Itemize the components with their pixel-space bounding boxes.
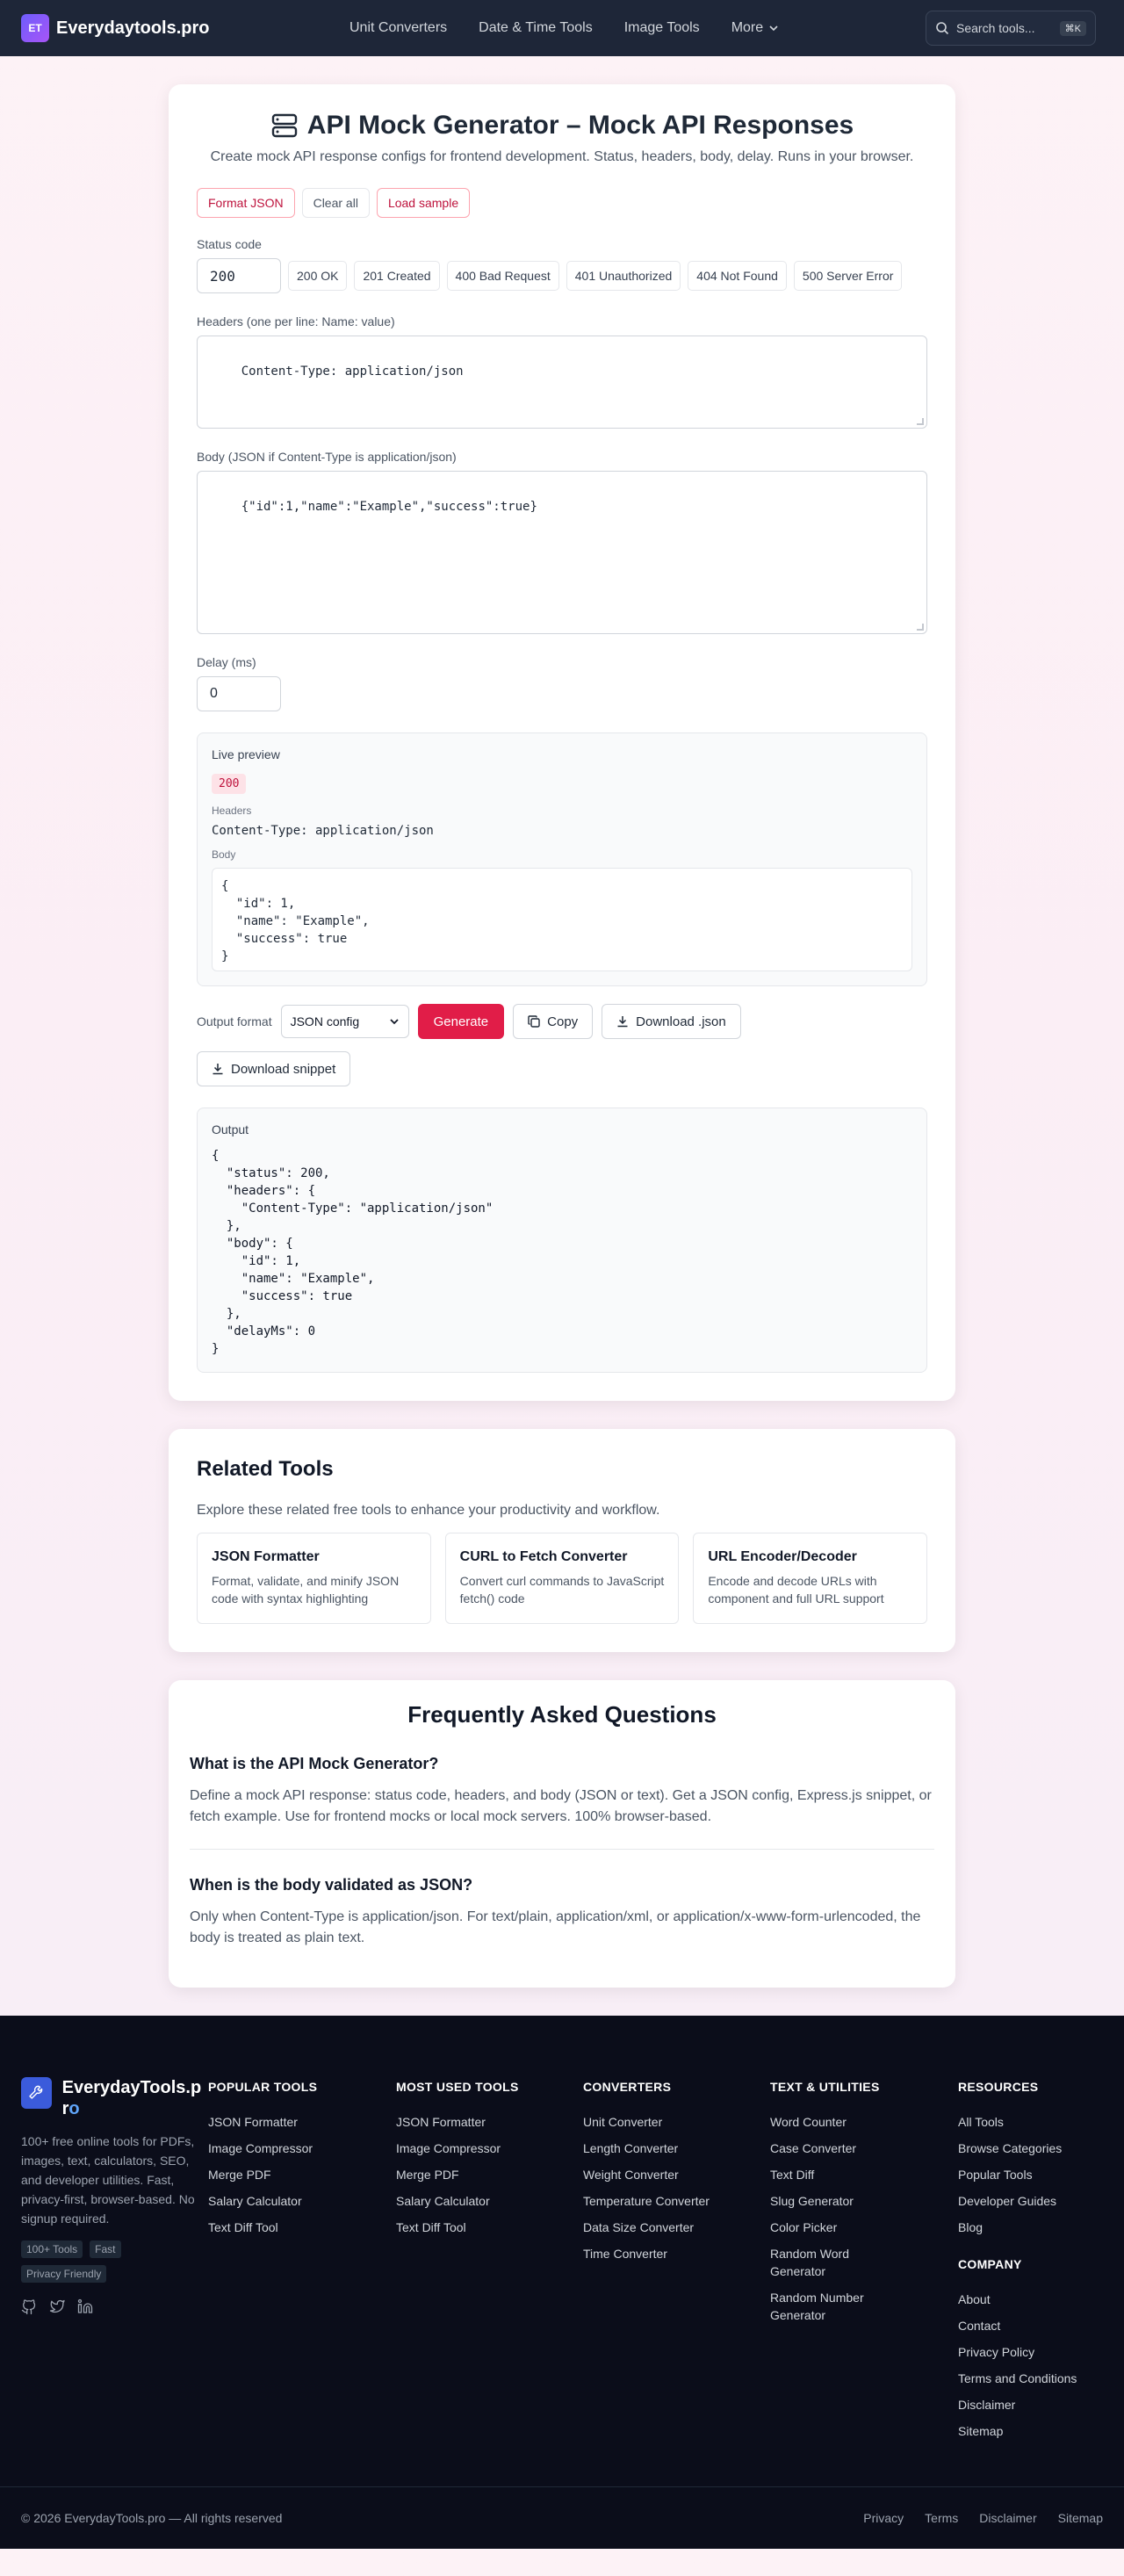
related-tool-json-formatter[interactable] bbox=[197, 1533, 431, 1624]
footer-link[interactable]: Image Compressor bbox=[208, 2141, 313, 2155]
footer-link[interactable]: Text Diff Tool bbox=[208, 2220, 278, 2234]
logo-badge: ET bbox=[21, 14, 49, 42]
footer-link[interactable]: JSON Formatter bbox=[208, 2115, 298, 2129]
faq-divider bbox=[190, 1849, 934, 1850]
chevron-down-icon bbox=[389, 1016, 400, 1027]
output-format-label: Output format bbox=[197, 1014, 272, 1028]
footer-link[interactable]: Unit Converter bbox=[583, 2115, 663, 2129]
footer-link[interactable]: Color Picker bbox=[770, 2220, 838, 2234]
body-textarea-value: {"id":1,"name":"Example","success":true} bbox=[241, 500, 537, 514]
footer-col-title: TEXT & UTILITIES bbox=[770, 2080, 880, 2094]
footer-col-title: COMPANY bbox=[958, 2257, 1022, 2271]
footer-link[interactable]: Salary Calculator bbox=[208, 2194, 302, 2208]
footer-col-converters bbox=[583, 2080, 759, 2271]
download-json-label: Download .json bbox=[636, 1014, 726, 1029]
footer-tag: Fast bbox=[90, 2240, 120, 2258]
copy-icon bbox=[528, 1015, 540, 1028]
related-tool-desc: Format, validate, and minify JSON code with syntax highlighting bbox=[212, 1574, 400, 1605]
live-preview-title: Live preview bbox=[212, 747, 280, 761]
faq-question: What is the API Mock Generator? bbox=[190, 1755, 439, 1772]
footer-link[interactable]: Time Converter bbox=[583, 2247, 667, 2261]
status-chip-201[interactable]: 201 Created bbox=[354, 261, 439, 291]
site-logo[interactable] bbox=[21, 14, 210, 42]
footer-brand bbox=[21, 2077, 205, 2314]
toolbar bbox=[197, 188, 927, 218]
footer-link[interactable]: Case Converter bbox=[770, 2141, 857, 2155]
related-tools-subtitle: Explore these related free tools to enhance your productivity and workflow. bbox=[197, 1503, 660, 1518]
github-icon[interactable] bbox=[21, 2298, 37, 2314]
wrench-icon bbox=[21, 2077, 52, 2109]
footer-link[interactable]: Sitemap bbox=[958, 2424, 1004, 2438]
main-nav bbox=[349, 0, 811, 56]
related-tool-desc: Encode and decode URLs with component and full URL support bbox=[708, 1574, 884, 1605]
footer-link[interactable]: Word Counter bbox=[770, 2115, 847, 2129]
footer-col-title: MOST USED TOOLS bbox=[396, 2080, 519, 2094]
preview-body: { "id": 1, "name": "Example", "success": true } bbox=[212, 868, 912, 971]
footer-link[interactable]: Image Compressor bbox=[396, 2141, 501, 2155]
related-tool-title: CURL to Fetch Converter bbox=[459, 1549, 628, 1564]
download-icon bbox=[212, 1063, 224, 1075]
tool-heading bbox=[197, 111, 927, 141]
footer-link[interactable]: Contact bbox=[958, 2319, 1001, 2333]
status-chip-400[interactable]: 400 Bad Request bbox=[447, 261, 559, 291]
footer-tag: 100+ Tools bbox=[21, 2240, 83, 2258]
page-subtitle: Create mock API response configs for frontend development. Status, headers, body, delay. Runs in your browser. bbox=[210, 149, 914, 164]
faq-answer: Define a mock API response: status code, headers, and body (JSON or text). Get a JSON config, Express.js snippet, or fetch example. Use for frontend mocks or local mock servers. 100% browser-based. bbox=[190, 1788, 932, 1824]
footer-social bbox=[21, 2298, 205, 2314]
footer-link[interactable]: Developer Guides bbox=[958, 2194, 1057, 2208]
footer-legal-disclaimer[interactable]: Disclaimer bbox=[979, 2511, 1037, 2525]
headers-label: Headers (one per line: Name: value) bbox=[197, 314, 395, 328]
download-snippet-label: Download snippet bbox=[231, 1061, 336, 1077]
footer-legal-sitemap[interactable]: Sitemap bbox=[1057, 2511, 1103, 2525]
live-preview-panel bbox=[197, 732, 927, 986]
footer-link[interactable]: Disclaimer bbox=[958, 2398, 1016, 2412]
footer-link[interactable]: Random Number Generator bbox=[770, 2291, 864, 2322]
chevron-down-icon bbox=[768, 23, 779, 33]
top-navbar bbox=[0, 0, 1124, 56]
nav-image-tools[interactable]: Image Tools bbox=[623, 20, 700, 35]
faq-question: When is the body validated as JSON? bbox=[190, 1876, 473, 1894]
footer-link[interactable]: Terms and Conditions bbox=[958, 2371, 1077, 2385]
output-panel bbox=[197, 1108, 927, 1373]
status-chip-200[interactable]: 200 OK bbox=[288, 261, 347, 291]
output-code: { "status": 200, "headers": { "Content-Type": "application/json" }, "body": { "id": 1, "name": "Example", "success": true }, "delayMs": 0 } bbox=[212, 1149, 494, 1356]
footer-link[interactable]: Merge PDF bbox=[208, 2168, 271, 2182]
footer-tag: Privacy Friendly bbox=[21, 2265, 106, 2283]
copy-label: Copy bbox=[547, 1014, 579, 1029]
action-row-2 bbox=[197, 1051, 927, 1086]
body-textarea[interactable] bbox=[197, 471, 927, 634]
related-tools-title: Related Tools bbox=[197, 1457, 334, 1481]
nav-more[interactable] bbox=[731, 20, 779, 36]
headers-textarea[interactable] bbox=[197, 336, 927, 429]
status-code-input[interactable]: 200 bbox=[197, 258, 281, 293]
page-title: API Mock Generator – Mock API Responses bbox=[306, 111, 854, 140]
copy-button[interactable] bbox=[513, 1004, 593, 1039]
related-tool-desc: Convert curl commands to JavaScript fetch() code bbox=[459, 1574, 665, 1605]
preview-headers-label: Headers bbox=[212, 805, 252, 817]
footer-tags bbox=[21, 2240, 205, 2283]
status-chip-404[interactable]: 404 Not Found bbox=[688, 261, 787, 291]
search-button[interactable] bbox=[926, 11, 1096, 46]
tool-card bbox=[169, 84, 955, 1401]
status-row bbox=[197, 258, 927, 293]
clear-all-button[interactable]: Clear all bbox=[302, 188, 370, 218]
output-format-value: JSON config bbox=[290, 1014, 360, 1028]
related-tool-title: URL Encoder/Decoder bbox=[708, 1549, 857, 1564]
related-tool-url-encoder[interactable] bbox=[693, 1533, 927, 1624]
format-json-button[interactable]: Format JSON bbox=[197, 188, 295, 218]
twitter-icon[interactable] bbox=[49, 2298, 65, 2314]
footer-brand-main: EverydayTools.pr bbox=[61, 2078, 202, 2118]
download-icon bbox=[616, 1015, 629, 1028]
footer-link[interactable]: Data Size Converter bbox=[583, 2220, 695, 2234]
footer-brand-tail: o bbox=[68, 2099, 80, 2118]
preview-headers: Content-Type: application/json bbox=[212, 824, 434, 838]
footer-col-resources bbox=[958, 2080, 1107, 2449]
search-icon bbox=[935, 21, 949, 35]
nav-date-time-tools[interactable]: Date & Time Tools bbox=[479, 20, 593, 35]
generate-button[interactable]: Generate bbox=[418, 1004, 505, 1039]
footer-brand-name[interactable] bbox=[62, 2077, 205, 2119]
search-shortcut: ⌘K bbox=[1060, 21, 1086, 36]
nav-more-label: More bbox=[731, 20, 764, 35]
footer-link[interactable]: Random Word Generator bbox=[770, 2247, 850, 2278]
related-tool-title: JSON Formatter bbox=[212, 1549, 320, 1564]
footer-link[interactable]: JSON Formatter bbox=[396, 2115, 486, 2129]
footer-link[interactable]: Merge PDF bbox=[396, 2168, 459, 2182]
preview-body-label: Body bbox=[212, 848, 236, 861]
footer-link[interactable]: Browse Categories bbox=[958, 2141, 1063, 2155]
headers-textarea-value: Content-Type: application/json bbox=[241, 364, 464, 379]
footer-link[interactable]: Privacy Policy bbox=[958, 2345, 1035, 2359]
related-tool-curl-to-fetch[interactable] bbox=[445, 1533, 680, 1624]
footer-col-text-utilities bbox=[770, 2080, 893, 2333]
search-label: Search tools... bbox=[956, 21, 1035, 35]
footer-bottom-bar bbox=[0, 2486, 1124, 2549]
footer-link[interactable]: Length Converter bbox=[583, 2141, 679, 2155]
footer-description: 100+ free online tools for PDFs, images, text, calculators, SEO, and developer utilities. Fast, privacy-first, browser-based. No signup required. bbox=[21, 2134, 195, 2226]
output-title: Output bbox=[212, 1122, 249, 1136]
resize-handle[interactable] bbox=[917, 624, 924, 631]
site-footer bbox=[0, 2016, 1124, 2549]
nav-unit-converters[interactable]: Unit Converters bbox=[349, 20, 448, 35]
faq-title: Frequently Asked Questions bbox=[407, 1701, 717, 1728]
footer-link[interactable]: Salary Calculator bbox=[396, 2194, 490, 2208]
output-format-select[interactable] bbox=[281, 1005, 409, 1038]
footer-legal-privacy[interactable]: Privacy bbox=[863, 2511, 904, 2525]
download-json-button[interactable] bbox=[602, 1004, 741, 1039]
footer-link[interactable]: Blog bbox=[958, 2220, 984, 2234]
footer-link[interactable]: Text Diff Tool bbox=[396, 2220, 466, 2234]
status-chip-401[interactable]: 401 Unauthorized bbox=[566, 261, 681, 291]
faq-card bbox=[169, 1680, 955, 1988]
download-snippet-button[interactable] bbox=[197, 1051, 350, 1086]
resize-handle[interactable] bbox=[917, 418, 924, 425]
status-code-label: Status code bbox=[197, 237, 262, 251]
related-tools-grid bbox=[197, 1533, 927, 1624]
delay-input[interactable]: 0 bbox=[197, 676, 281, 711]
footer-link[interactable]: Slug Generator bbox=[770, 2194, 854, 2208]
status-badge: 200 bbox=[212, 774, 246, 794]
copyright: © 2026 EverydayTools.pro — All rights reserved bbox=[21, 2511, 283, 2525]
footer-col-most-used bbox=[396, 2080, 572, 2245]
footer-link[interactable]: Weight Converter bbox=[583, 2168, 679, 2182]
faq-item bbox=[190, 1755, 934, 1828]
load-sample-button[interactable]: Load sample bbox=[377, 188, 470, 218]
footer-link[interactable]: Text Diff bbox=[770, 2168, 815, 2182]
footer-link[interactable]: All Tools bbox=[958, 2115, 1004, 2129]
related-tools-card bbox=[169, 1429, 955, 1652]
footer-col-popular-tools bbox=[208, 2080, 384, 2245]
delay-label: Delay (ms) bbox=[197, 655, 256, 669]
server-icon bbox=[270, 112, 299, 140]
footer-link[interactable]: About bbox=[958, 2292, 991, 2306]
linkedin-icon[interactable] bbox=[77, 2298, 93, 2314]
footer-link[interactable]: Temperature Converter bbox=[583, 2194, 710, 2208]
faq-answer: Only when Content-Type is application/json. For text/plain, application/xml, or application/x-www-form-urlencoded, the body is treated as plain text. bbox=[190, 1909, 921, 1945]
body-label: Body (JSON if Content-Type is application/json) bbox=[197, 450, 457, 464]
logo-text: Everydaytools.pro bbox=[56, 18, 210, 38]
footer-col-title: RESOURCES bbox=[958, 2080, 1039, 2094]
faq-item bbox=[190, 1876, 934, 1949]
status-chip-500[interactable]: 500 Server Error bbox=[794, 261, 902, 291]
footer-col-title: CONVERTERS bbox=[583, 2080, 672, 2094]
footer-legal-links bbox=[863, 2511, 1103, 2525]
footer-col-title: POPULAR TOOLS bbox=[208, 2080, 318, 2094]
footer-link[interactable]: Popular Tools bbox=[958, 2168, 1033, 2182]
footer-legal-terms[interactable]: Terms bbox=[925, 2511, 959, 2525]
action-row bbox=[197, 1004, 927, 1039]
